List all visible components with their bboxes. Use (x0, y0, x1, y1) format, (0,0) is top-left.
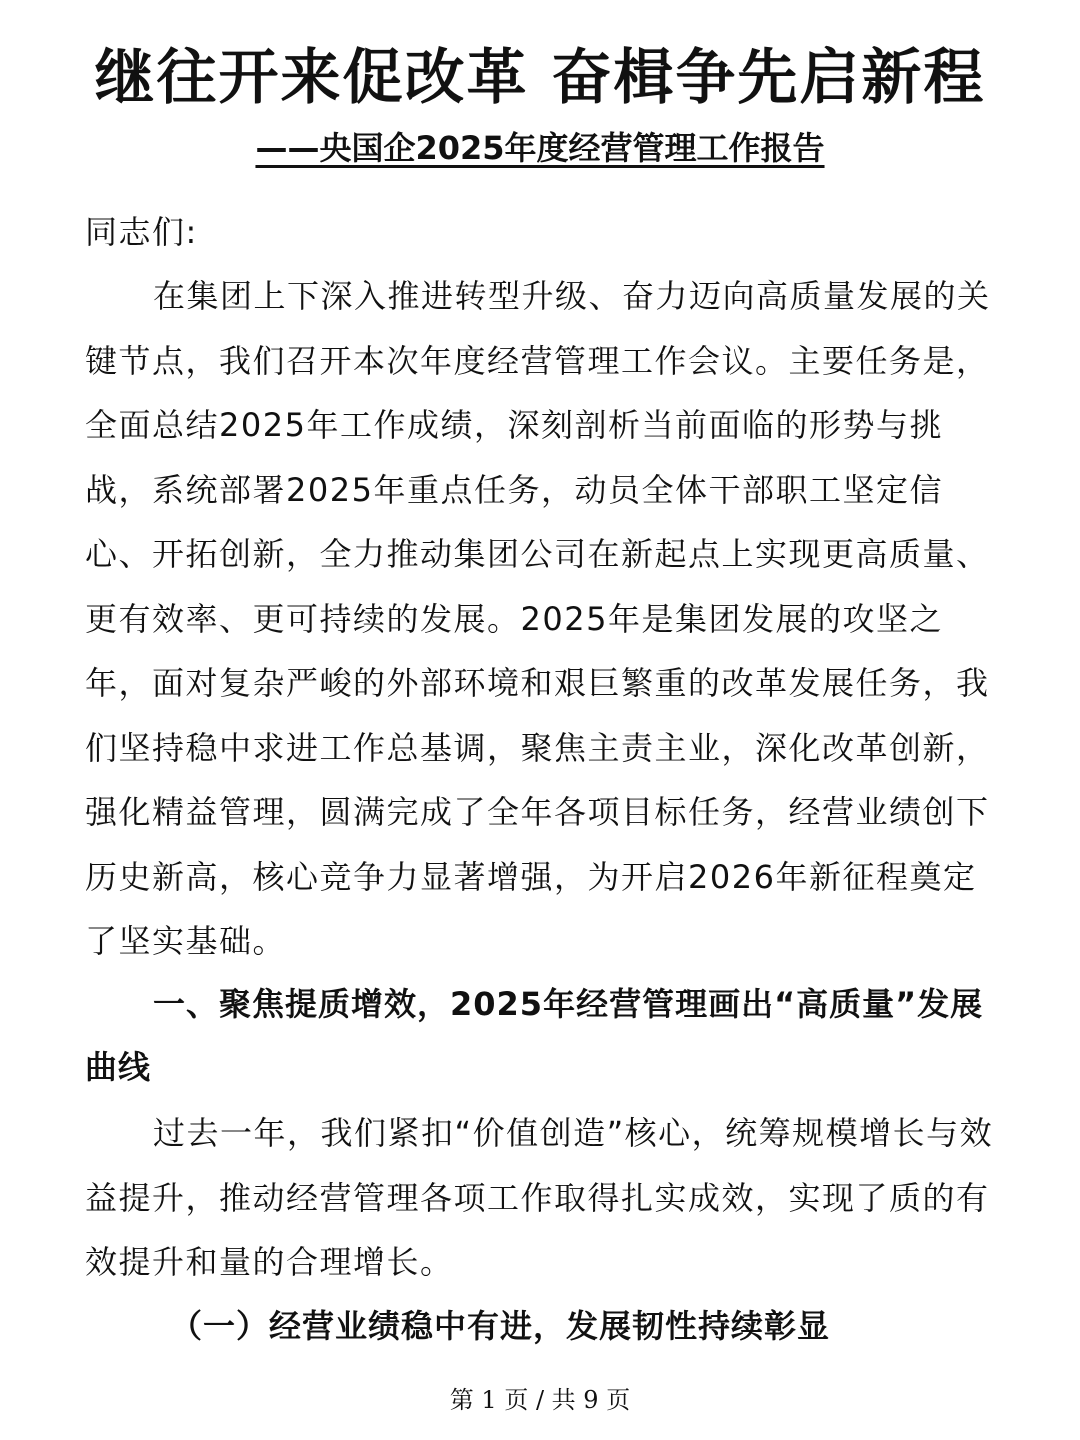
section-heading-1: 一、聚焦提质增效，2025年经营管理画出“高质量”发展曲线 (85, 985, 984, 1086)
paragraph-section-1: 过去一年，我们紧扣“价值创造”核心，统筹规模增长与效益提升，推动经营管理各项工作取得扎实成效，实现了质的有效提升和量的合理增长。 (85, 1114, 994, 1281)
subsection-heading-1: （一）经营业绩稳中有进，发展韧性持续彰显 (170, 1307, 831, 1345)
document-title: 继往开来促改革 奋楫争先启新程 (94, 43, 986, 113)
document-subtitle (0, 122, 1080, 174)
salutation: 同志们: (85, 213, 198, 251)
document-subtitle-text: ——央国企2025年度经营管理工作报告 (255, 129, 825, 167)
page-footer: 第 1 页 / 共 9 页 (449, 1386, 631, 1414)
paragraph-intro: 在集团上下深入推进转型升级、奋力迈向高质量发展的关键节点，我们召开本次年度经营管理工作会议。主要任务是，全面总结2025年工作成绩，深刻剖析当前面临的形势与挑战，系统部署2025年重点任务，动员全体干部职工坚定信心、开拓创新，全力推动集团公司在新起点上实现更高质量、更有效率、更可持续的发展。2025年是集团发展的攻坚之年，面对复杂严峻的外部环境和艰巨繁重的改革发展任务，我们坚持稳中求进工作总基调，聚焦主责主业，深化改革创新，强化精益管理，圆满完成了全年各项目标任务，经营业绩创下历史新高，核心竞争力显著增强，为开启2026年新征程奠定了坚实基础。 (85, 277, 991, 960)
